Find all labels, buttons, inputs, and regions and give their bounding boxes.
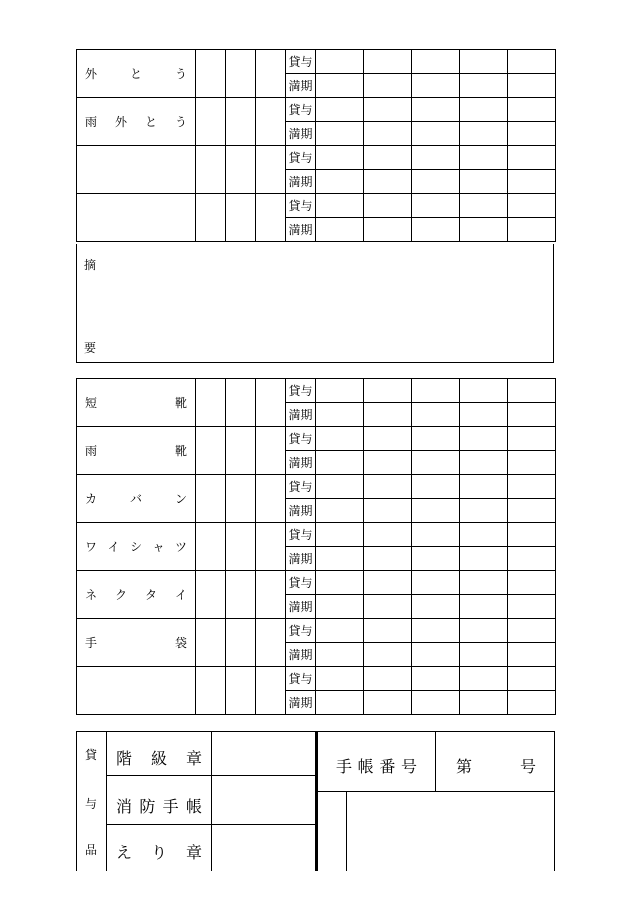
- middle-item-0: 短 靴: [77, 379, 196, 427]
- entry-cell: [364, 451, 412, 475]
- divider: [316, 791, 555, 792]
- entry-cell: [412, 547, 460, 571]
- entry-cell: [412, 122, 460, 146]
- entry-cell: [460, 451, 508, 475]
- expire-label: 満期: [286, 403, 316, 427]
- entry-cell: [460, 170, 508, 194]
- entry-cell: [412, 194, 460, 218]
- divider: [106, 824, 316, 825]
- entry-cell: [508, 547, 556, 571]
- summary-char-2: 要: [84, 341, 97, 355]
- table-row: [77, 194, 556, 218]
- entry-cell: [412, 170, 460, 194]
- expire-label: 満期: [286, 643, 316, 667]
- entry-cell: [412, 691, 460, 715]
- entry-cell: [508, 475, 556, 499]
- entry-cell: [364, 499, 412, 523]
- entry-cell: [364, 523, 412, 547]
- issued-items-section: [76, 731, 555, 871]
- entry-cell: [412, 451, 460, 475]
- table-row: [77, 667, 556, 691]
- blank-cell: [226, 475, 256, 523]
- blank-cell: [256, 146, 286, 194]
- blank-cell: [226, 146, 256, 194]
- table-row: [77, 619, 556, 643]
- entry-cell: [508, 50, 556, 74]
- entry-cell: [364, 595, 412, 619]
- entry-cell: [412, 595, 460, 619]
- summary-char-1: 摘: [84, 258, 97, 272]
- blank-cell: [226, 523, 256, 571]
- notebook-number-value: 第 号: [456, 757, 536, 776]
- blank-cell: [256, 98, 286, 146]
- side-char-2: 与: [85, 797, 98, 811]
- middle-item-1: 雨 靴: [77, 427, 196, 475]
- entry-cell: [460, 595, 508, 619]
- blank-cell: [196, 98, 226, 146]
- blank-cell: [196, 475, 226, 523]
- blank-cell: [226, 98, 256, 146]
- entry-cell: [412, 146, 460, 170]
- entry-cell: [412, 74, 460, 98]
- entry-cell: [412, 98, 460, 122]
- lend-label: 貸与: [286, 146, 316, 170]
- entry-cell: [316, 547, 364, 571]
- middle-item-2: カ バ ン: [77, 475, 196, 523]
- entry-cell: [508, 451, 556, 475]
- blank-cell: [226, 427, 256, 475]
- entry-cell: [508, 619, 556, 643]
- entry-cell: [508, 427, 556, 451]
- entry-cell: [316, 74, 364, 98]
- blank-cell: [226, 50, 256, 98]
- entry-cell: [508, 146, 556, 170]
- table-row: [77, 523, 556, 547]
- entry-cell: [460, 74, 508, 98]
- entry-cell: [316, 218, 364, 242]
- entry-cell: [364, 547, 412, 571]
- divider: [106, 775, 316, 776]
- lend-label: 貸与: [286, 427, 316, 451]
- entry-cell: [412, 571, 460, 595]
- entry-cell: [364, 146, 412, 170]
- entry-cell: [316, 122, 364, 146]
- entry-cell: [316, 98, 364, 122]
- entry-cell: [460, 667, 508, 691]
- middle-item-3: ワ イ シ ャ ツ: [77, 523, 196, 571]
- entry-cell: [316, 643, 364, 667]
- blank-cell: [256, 523, 286, 571]
- blank-cell: [226, 194, 256, 242]
- entry-cell: [508, 667, 556, 691]
- entry-cell: [364, 74, 412, 98]
- entry-cell: [508, 170, 556, 194]
- entry-cell: [508, 643, 556, 667]
- entry-cell: [412, 667, 460, 691]
- entry-cell: [364, 619, 412, 643]
- blank-cell: [196, 146, 226, 194]
- entry-cell: [412, 218, 460, 242]
- table-row: [77, 475, 556, 499]
- blank-cell: [196, 619, 226, 667]
- blank-cell: [256, 379, 286, 427]
- expire-label: 満期: [286, 451, 316, 475]
- entry-cell: [364, 50, 412, 74]
- entry-cell: [316, 691, 364, 715]
- entry-cell: [460, 619, 508, 643]
- blank-cell: [226, 619, 256, 667]
- entry-cell: [364, 643, 412, 667]
- entry-cell: [460, 571, 508, 595]
- lend-label: 貸与: [286, 619, 316, 643]
- divider: [211, 731, 212, 871]
- top-item-1: 雨 外 と う: [77, 98, 196, 146]
- entry-cell: [316, 146, 364, 170]
- divider: [106, 731, 107, 871]
- entry-cell: [316, 667, 364, 691]
- entry-cell: [316, 403, 364, 427]
- expire-label: 満期: [286, 547, 316, 571]
- lend-label: 貸与: [286, 523, 316, 547]
- entry-cell: [364, 475, 412, 499]
- entry-cell: [316, 451, 364, 475]
- entry-cell: [508, 218, 556, 242]
- blank-cell: [256, 571, 286, 619]
- table-row: [77, 571, 556, 595]
- entry-cell: [460, 427, 508, 451]
- entry-cell: [460, 547, 508, 571]
- lend-label: 貸与: [286, 475, 316, 499]
- entry-cell: [412, 475, 460, 499]
- entry-cell: [412, 50, 460, 74]
- entry-cell: [460, 122, 508, 146]
- entry-cell: [364, 98, 412, 122]
- side-char-3: 品: [85, 843, 98, 857]
- entry-cell: [412, 403, 460, 427]
- entry-cell: [460, 643, 508, 667]
- entry-cell: [460, 691, 508, 715]
- entry-cell: [508, 379, 556, 403]
- blank-cell: [196, 50, 226, 98]
- blank-cell: [256, 50, 286, 98]
- lend-label: 貸与: [286, 571, 316, 595]
- entry-cell: [364, 170, 412, 194]
- entry-cell: [316, 619, 364, 643]
- blank-cell: [256, 194, 286, 242]
- divider: [435, 731, 436, 791]
- blank-cell: [226, 667, 256, 715]
- blank-cell: [196, 194, 226, 242]
- issued-item-collar-badge: え り 章: [116, 843, 202, 862]
- entry-cell: [412, 619, 460, 643]
- entry-cell: [316, 595, 364, 619]
- lend-label: 貸与: [286, 194, 316, 218]
- entry-cell: [460, 499, 508, 523]
- blank-cell: [256, 475, 286, 523]
- entry-cell: [364, 571, 412, 595]
- top-item-3: [77, 194, 196, 242]
- entry-cell: [364, 122, 412, 146]
- middle-item-4: ネ ク タ イ: [77, 571, 196, 619]
- expire-label: 満期: [286, 595, 316, 619]
- entry-cell: [508, 691, 556, 715]
- top-item-2: [77, 146, 196, 194]
- table-row: [77, 50, 556, 74]
- blank-cell: [196, 571, 226, 619]
- blank-cell: [196, 427, 226, 475]
- lend-label: 貸与: [286, 50, 316, 74]
- entry-cell: [460, 194, 508, 218]
- entry-cell: [316, 427, 364, 451]
- blank-cell: [226, 379, 256, 427]
- entry-cell: [364, 427, 412, 451]
- entry-cell: [508, 194, 556, 218]
- table-row: [77, 427, 556, 451]
- entry-cell: [460, 98, 508, 122]
- entry-cell: [508, 122, 556, 146]
- summary-box: [76, 244, 554, 363]
- lending-table-top: [76, 49, 556, 242]
- issued-item-notebook: 消 防 手 帳: [116, 797, 202, 816]
- expire-label: 満期: [286, 122, 316, 146]
- entry-cell: [460, 523, 508, 547]
- expire-label: 満期: [286, 499, 316, 523]
- entry-cell: [508, 571, 556, 595]
- table-row: [77, 379, 556, 403]
- entry-cell: [508, 499, 556, 523]
- entry-cell: [412, 379, 460, 403]
- entry-cell: [364, 403, 412, 427]
- entry-cell: [412, 427, 460, 451]
- entry-cell: [508, 74, 556, 98]
- entry-cell: [508, 523, 556, 547]
- entry-cell: [364, 194, 412, 218]
- entry-cell: [316, 499, 364, 523]
- table-row: [77, 146, 556, 170]
- top-item-0: 外 と う: [77, 50, 196, 98]
- expire-label: 満期: [286, 691, 316, 715]
- entry-cell: [460, 475, 508, 499]
- lend-label: 貸与: [286, 667, 316, 691]
- entry-cell: [316, 50, 364, 74]
- entry-cell: [460, 146, 508, 170]
- blank-cell: [226, 571, 256, 619]
- entry-cell: [364, 667, 412, 691]
- entry-cell: [316, 170, 364, 194]
- entry-cell: [508, 98, 556, 122]
- entry-cell: [364, 379, 412, 403]
- side-char-1: 貸: [85, 748, 98, 762]
- divider: [346, 791, 347, 871]
- entry-cell: [508, 595, 556, 619]
- entry-cell: [412, 523, 460, 547]
- entry-cell: [364, 691, 412, 715]
- entry-cell: [412, 643, 460, 667]
- expire-label: 満期: [286, 170, 316, 194]
- blank-cell: [196, 523, 226, 571]
- issued-item-rank-badge: 階 級 章: [116, 749, 202, 768]
- lending-table-middle: [76, 378, 556, 715]
- blank-cell: [196, 379, 226, 427]
- expire-label: 満期: [286, 74, 316, 98]
- entry-cell: [316, 194, 364, 218]
- blank-cell: [256, 619, 286, 667]
- middle-item-5: 手 袋: [77, 619, 196, 667]
- entry-cell: [412, 499, 460, 523]
- entry-cell: [460, 379, 508, 403]
- entry-cell: [316, 475, 364, 499]
- entry-cell: [316, 523, 364, 547]
- entry-cell: [460, 218, 508, 242]
- lend-label: 貸与: [286, 379, 316, 403]
- entry-cell: [460, 403, 508, 427]
- entry-cell: [460, 50, 508, 74]
- table-row: [77, 98, 556, 122]
- blank-cell: [196, 667, 226, 715]
- middle-item-6: [77, 667, 196, 715]
- notebook-number-label: 手 帳 番 号: [336, 757, 417, 776]
- entry-cell: [316, 571, 364, 595]
- entry-cell: [316, 379, 364, 403]
- blank-cell: [256, 427, 286, 475]
- lend-label: 貸与: [286, 98, 316, 122]
- entry-cell: [364, 218, 412, 242]
- entry-cell: [508, 403, 556, 427]
- expire-label: 満期: [286, 218, 316, 242]
- blank-cell: [256, 667, 286, 715]
